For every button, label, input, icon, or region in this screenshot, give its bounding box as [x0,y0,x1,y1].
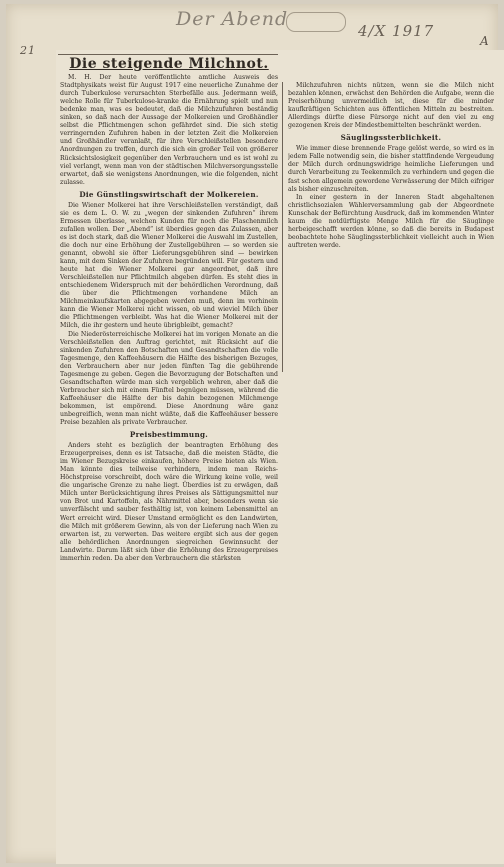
paragraph: Wie immer diese brennende Frage gelöst werde, so wird es in jedem Falle notwendig sein, die bisher stattfindende Vergeudung der Milch durch ordnungswidrige heimliche Lieferungen und durch Verarbeitung zu Teekenmilch zu verhindern und gegen die fast schon allgemein gewordene Verwässerung der Milch eifriger als bisher einzuschreiten. [288,145,494,193]
handwritten-newspaper-name: Der Abend [176,8,289,30]
archive-stamp [286,12,346,32]
article-column-left [60,56,278,846]
section-heading: Säuglingssterblichkeit. [340,133,442,143]
top-rule [58,54,278,55]
newspaper-clipping-sheet [6,4,498,863]
margin-note-right-letter: A [480,34,490,48]
handwritten-date: 4/X 1917 [358,22,435,40]
article-title: Die steigende Milchnot. [69,56,269,72]
paragraph: Milchzufuhren nichts nützen, wenn sie die Milch nicht bezahlen können, erwächst den Behörden die Aufgabe, wenn die Preiserhöhung unvermeidlich ist, diese für die minder kaufkräftigen Schichten aus öffentlichen Mitteln zu bestreiten. Allerdings dürfte diese Fürsorge nicht auf den viel zu eng gezogenen Kreis der Mindestbemittelten beschränkt werden. [288,82,494,130]
column-right-body [288,82,494,250]
paragraph: Die Niederösterreichische Molkerei hat im vorigen Monate an die Verschleißstellen den Auftrag gerichtet, mit Rücksicht auf die sinkenden Zufuhren den Botschaften und Gesandtschaften die volle Tagesmenge, den Kaffeehäusern die Hälfte des bisherigen Bezuges, den Verbrauchern aber nur jeden fünften Tag die gebührende Tagesmenge zu geben. Gegen die Bevorzugung der Botschaften und Gesandtschaften würde man sich vergeblich wehren, aber daß die Verbraucher sich mit einem Fünftel begnügen müssen, während die Kaffeehäuser die Hälfte der bis dahin bezogenen Milchmenge bekommen, ist empörend. Diese Anordnung wäre ganz unbegreiflich, wenn man nicht wüßte, daß die Kaffeehäuser bessere Preise bezahlen als private Verbraucher. [60,330,278,427]
column-divider [282,82,283,372]
paragraph: M. H. Der heute veröffentlichte amtliche Ausweis des Stadtphysikats weist für August 1917 eine neuerliche Zunahme der durch Tuberkulose verursachten Sterbefälle aus. Jedermann weiß, welche Rolle für Tuberkulose-kranke die Ernährung spielt und nun bedenke man, was es bedeutet, daß die Milchzufuhren beständig sinken, so daß nach der Aussage der Molkereien und Großhändler selbst die Pflichtmengen schon gefährdet sind. Die sich stetig verringernden Zufuhren haben in der letzten Zeit die Molkereien und Großhändler veranlaßt, für ihre Verschleißstellen besondere Anordnungen zu treffen, durch die sich ein großer Teil von größerer Rücksichtslosigkeit gegenüber den Verbrauchern und es ist wohl zu viel verlangt, wenn man von der städtischen Milchversorgungsstelle erwartet, daß sie wenigstens Anordnungen, wie die folgenden, nicht zulasse. [60,74,278,186]
margin-note-left: 21 [20,44,36,57]
paragraph: Anders steht es bezüglich der beantragten Erhöhung des Erzeugerpreises, denn es ist Tatsache, daß die meisten Städte, die im Wiener Bezugskreise einkaufen, höhere Preise bieten als Wien. Man könnte dies teilweise verhindern, indem man Reichs-Höchstpreise vorschreibt, doch wäre die Wirkung keine volle, weil die ungarische Grenze zu nahe liegt. Überdies ist zu erwägen, daß Milch unter Berücksichtigung ihres Preises als Sättigungsmittel nur von Brot und Kartoffeln, als Nährmittel aber, besonders wenn sie unverfälscht und sauber festhältig ist, von keinem Lebensmittel an Wert erreicht wird. Dieser Umstand ermöglicht es den Landwirten, die Milch mit größerem Gewinn, als von der Lieferung nach Wien zu erwarten ist, zu verwerten. Das weitere ergibt sich aus der gegen alle behördlichen Anordnungen siegreichen Gewinnsucht der Landwirte. Darum läßt sich über die Erhöhung des Erzeugerpreises immerhin reden. Da aber den Verbrauchern die stärksten [60,442,278,562]
section-heading: Preisbestimmung. [129,430,209,440]
section-heading: Die Günstlingswirtschaft der Molkereien. [79,189,259,199]
article-column-right [288,82,494,382]
paragraph: Die Wiener Molkerei hat ihre Verschleißstellen verständigt, daß sie es dem L. O. W. zu „wegen der sinkenden Zufuhren“ ihrem Ermessen überlasse, welchen Kunden für noch die Flaschenmilch zufallen wollen. Der „Abend“ ist überdies gegen das Zulassen, aber es ist doch stark, daß die Wiener Molkerei die Auswahl im Zustellen, die doch nur eine Erhöhung der Zustellgebühren — so werden sie genannt, obwohl sie öfter Lieferungsgebühren sind — bewirken kann, mit dem Sinken der Zufuhren begründen will. Für gestern und heute hat die Wiener Molkerei gar angeordnet, daß ihre Verschleißstellen nur Pflichtmilch abgeben dürfen. Es steht dies in entschiedenem Widerspruch mit der behördlichen Verordnung, daß die über die Pflichtmengen vorhandene Milch an Milchmeinkaufskarten abgegeben werden muß, denn im vorhinein kann die Wiener Molkerei nicht wissen, ob und wieviel Milch über die Pflichtmengen verbleibt. Was hat die Wiener Molkerei mit der Milch, die ihr gestern und heute übrigbleibt, gemacht? [60,201,278,330]
column-left-body [60,74,278,563]
paragraph: In einer gestern in der Inneren Stadt abgehaltenen christlichsozialen Wählerversammlung gab der Abgeordnete Kunschak der Befürchtung Ausdruck, daß im kommenden Winter kaum die notdürftigste Menge Milch für die Säuglinge herbeigeschafft werden könne, so daß die bereits in Budapest beobachtete hohe Säuglingssterblichkeit vielleicht auch in Wien auftreten werde. [288,193,494,249]
